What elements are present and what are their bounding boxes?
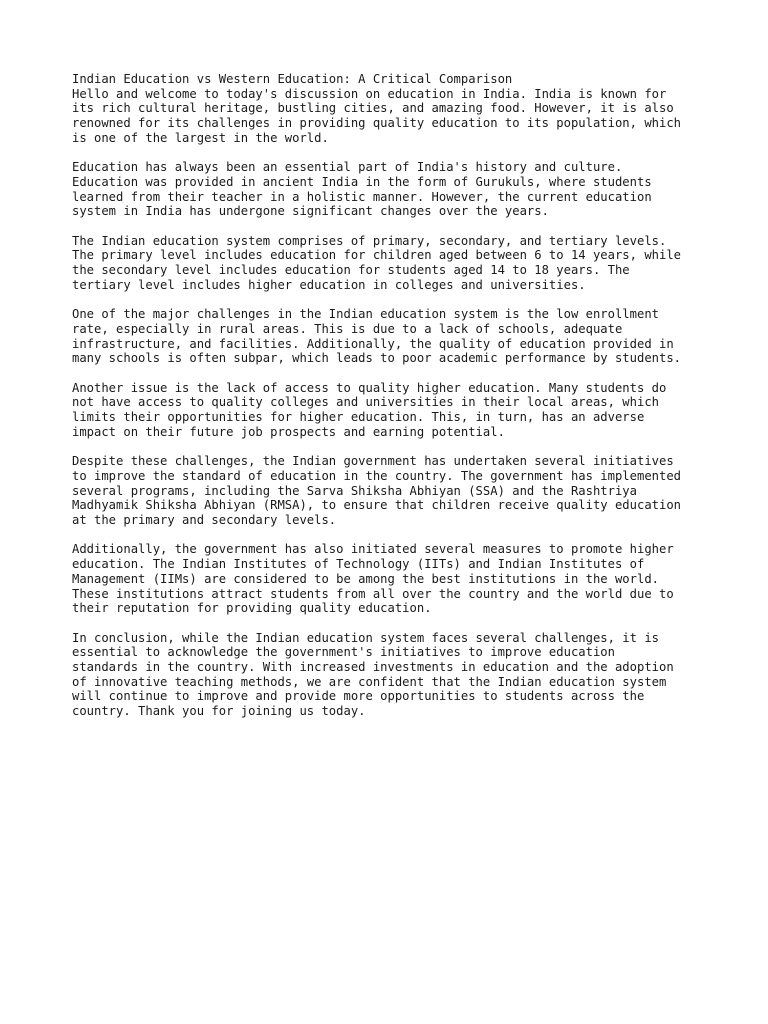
paragraph-1: Hello and welcome to today's discussion on education in India. India is known for its rich cultural heritage, bustling cities, and amazing food. However, it is also renowned for its challenges in providing quality education to its population, which is one of the largest in the world. [72,86,682,145]
paragraph-7: Additionally, the government has also initiated several measures to promote higher education. The Indian Institutes of Technology (IITs) and Indian Institutes of Management (IIMs) are considered to be among the best institutions in the world. These institutions attract students from all over the country and the world due to their reputation for providing quality education. [72,542,674,616]
paragraph-5: Another issue is the lack of access to quality higher education. Many students do not have access to quality colleges and universities in their local areas, which limits their opportunities for higher education. This, in turn, has an adverse impact on their future job prospects and earning potential. [72,380,667,439]
document-body [72,72,712,734]
paragraph-3: The Indian education system comprises of primary, secondary, and tertiary levels. The primary level includes education for children aged between 6 to 14 years, while the secondary level includes education for students aged 14 to 18 years. The tertiary level includes higher education in colleges and universities. [72,233,682,292]
paragraph-4: One of the major challenges in the Indian education system is the low enrollment rate, especially in rural areas. This is due to a lack of schools, adequate infrastructure, and facilities. Additionally, the quality of education provided in many schools is often subpar, which leads to poor academic performance by students. [72,307,682,366]
paragraph-8: In conclusion, while the Indian education system faces several challenges, it is essential to acknowledge the government's initiatives to improve education standards in the country. With increased investments in education and the adoption of innovative teaching methods, we are confident that the Indian education system will continue to improve and provide more opportunities to students across the country. Thank you for joining us today. [72,630,674,719]
document-title: Indian Education vs Western Education: A Critical Comparison [72,72,513,86]
paragraph-2: Education has always been an essential part of India's history and culture. Education was provided in ancient India in the form of Gurukuls, where students learned from their teacher in a holistic manner. However, the current education system in India has undergone significant changes over the years. [72,160,652,219]
paragraph-6: Despite these challenges, the Indian government has undertaken several initiatives to improve the standard of education in the country. The government has implemented several programs, including the Sarva Shiksha Abhiyan (SSA) and the Rashtriya Madhyamik Shiksha Abhiyan (RMSA), to ensure that children receive quality education at the primary and secondary levels. [72,454,682,528]
